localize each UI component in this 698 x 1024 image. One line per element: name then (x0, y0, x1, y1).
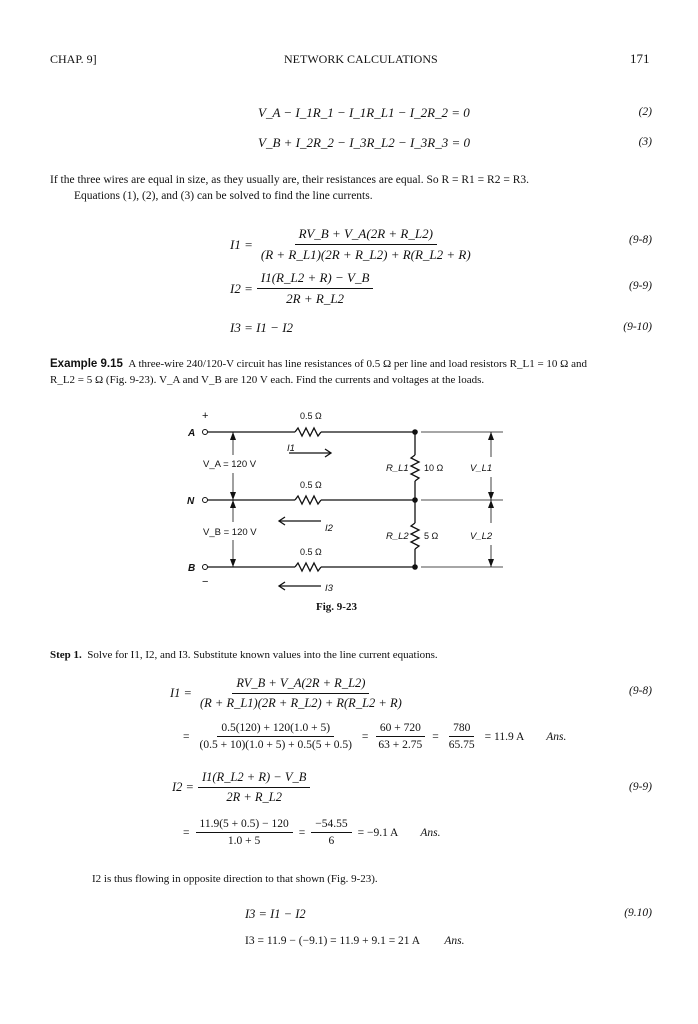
solution-i2-number: (9-9) (629, 781, 652, 793)
figure-caption: Fig. 9-23 (316, 601, 357, 613)
general-i3-number: (9-10) (623, 321, 652, 333)
step-1-text: Solve for I1, I2, and I3. Substitute known values into the line current equations. (87, 649, 438, 661)
i3-calc: I3 = 11.9 − (−9.1) = 11.9 + 9.1 = 21 A (245, 935, 420, 947)
i1-sub-denominator: (0.5 + 10)(1.0 + 5) + 0.5(5 + 0.5) (199, 739, 352, 751)
load-resistor-rl1 (411, 455, 419, 481)
vl1-arrow-up (488, 432, 494, 440)
line-resistor-1 (295, 428, 321, 436)
general-i2-numerator: I1(R_L2 + R) − V_B (257, 270, 374, 289)
solution-i3-calculation (245, 935, 464, 947)
junction-top (412, 429, 418, 435)
running-title: NETWORK CALCULATIONS (284, 52, 438, 66)
vl2-arrow-down (488, 559, 494, 567)
paragraph-line-1: If the three wires are equal in size, as they usually are, their resistances are equal. So R = R1 = R2 = R3. (50, 174, 529, 186)
rl1-label: R_L1 (386, 463, 409, 474)
rl1-value: 10 Ω (424, 463, 444, 473)
i2-ans: Ans. (420, 826, 441, 839)
i1-result: = 11.9 A (484, 730, 525, 743)
va-arrow-down (230, 492, 236, 500)
i2-sub-denominator: 1.0 + 5 (227, 835, 261, 847)
general-i1-denominator: (R + R_L1)(2R + R_L2) + R(R_L2 + R) (260, 247, 471, 262)
circuit-diagram (185, 405, 515, 600)
example-line-1: A three-wire 240/120-V circuit has line resistances of 0.5 Ω per line and load resistors R_L1 = 10 Ω and (128, 358, 587, 370)
junction-bottom (412, 564, 418, 570)
solution-i1-numerator: RV_B + V_A(2R + R_L2) (232, 676, 369, 694)
terminal-n (203, 498, 208, 503)
i1-step2-numerator: 60 + 720 (376, 722, 425, 737)
node-a-label: A (188, 428, 196, 439)
equation-2: V_A − I_1R_1 − I_1R_L1 − I_2R_2 = 0 (258, 105, 470, 120)
node-b-label: B (188, 563, 196, 574)
i3-ans: Ans. (444, 935, 465, 947)
solution-i3-equation: I3 = I1 − I2 (245, 907, 306, 921)
example-label: Example 9.15 (50, 358, 123, 370)
vb-arrow-down (230, 559, 236, 567)
solution-i1-denominator: (R + R_L1)(2R + R_L2) + R(R_L2 + R) (199, 696, 402, 710)
step-1-label: Step 1. (50, 649, 82, 661)
i3-label: I3 (325, 583, 333, 594)
solution-i2-denominator: 2R + R_L2 (226, 790, 282, 804)
vl2-label: V_L2 (470, 531, 493, 542)
equation-3: V_B + I_2R_2 − I_3R_L2 − I_3R_3 = 0 (258, 135, 471, 150)
equation-3-number: (3) (638, 136, 652, 148)
general-i2-denominator: 2R + R_L2 (286, 291, 345, 306)
load-resistor-rl2 (411, 523, 419, 549)
solution-i3-number: (9.10) (624, 907, 652, 919)
paragraph-line-2: Equations (1), (2), and (3) can be solved to find the line currents. (74, 190, 373, 202)
i1-step3-numerator: 780 (449, 722, 474, 737)
solution-i2-lhs: I2 = (172, 780, 194, 794)
i1-ans: Ans. (546, 730, 567, 743)
rl2-value: 5 Ω (424, 531, 439, 541)
i2-result: = −9.1 A (357, 826, 399, 839)
vb-label: V_B = 120 V (203, 527, 257, 538)
page-number: 171 (630, 51, 650, 66)
general-i2-equation (230, 270, 373, 307)
general-i1-number: (9-8) (629, 234, 652, 246)
solution-i1-substitution: = $\frac{0.5(120) + 120(1.0 + 5)}{(0.5 + 10)(1.0 + 5) + 0.5(5 + 0.5)}$ = $\frac{60 + 720}{63 + 2.75}$ = $\frac{780}{65.75}$ = 11.9 A Ans. (183, 722, 567, 751)
general-i1-lhs: I1 = (230, 236, 253, 252)
example-line-2: R_L2 = 5 Ω (Fig. 9-23). V_A and V_B are 120 V each. Find the currents and voltages at the loads. (50, 374, 485, 386)
solution-i1-equation (170, 676, 406, 711)
terminal-a (203, 430, 208, 435)
solution-i2-numerator: I1(R_L2 + R) − V_B (198, 770, 310, 788)
plus-sign: + (202, 410, 209, 422)
i2-step2-denominator: 6 (328, 835, 335, 847)
line-resistor-3 (295, 563, 321, 571)
solution-i2-substitution: = $\frac{11.9(5 + 0.5) - 120}{1.0 + 5}$ = $\frac{-54.55}{6}$ = −9.1 A Ans. (183, 818, 441, 847)
general-i1-equation (230, 226, 475, 263)
example-block (50, 356, 650, 388)
general-i1-numerator: RV_B + V_A(2R + R_L2) (295, 226, 437, 245)
i2-step2-numerator: −54.55 (311, 818, 351, 833)
solution-i1-lhs: I1 = (170, 686, 192, 700)
vl2-arrow-up (488, 500, 494, 508)
line-r2-label: 0.5 Ω (300, 480, 322, 490)
rl2-label: R_L2 (386, 531, 409, 542)
i2-sub-numerator: 11.9(5 + 0.5) − 120 (196, 818, 293, 833)
vl1-label: V_L1 (470, 463, 493, 474)
va-arrow-up (230, 432, 236, 440)
general-i2-number: (9-9) (629, 280, 652, 292)
chapter-label: CHAP. 9] (50, 52, 97, 66)
line-resistor-2 (295, 496, 321, 504)
terminal-b (203, 565, 208, 570)
i1-step2-denominator: 63 + 2.75 (378, 739, 423, 751)
minus-sign: − (202, 576, 209, 588)
solution-i2-equation (172, 770, 310, 805)
vb-arrow-up (230, 500, 236, 508)
va-label: V_A = 120 V (203, 459, 257, 470)
line-r3-label: 0.5 Ω (300, 547, 322, 557)
i1-step3-denominator: 65.75 (448, 739, 475, 751)
node-n-label: N (187, 496, 195, 507)
step-1 (50, 649, 438, 661)
direction-note: I2 is thus flowing in opposite direction to that shown (Fig. 9-23). (92, 873, 378, 885)
i1-label: I1 (287, 443, 295, 454)
equation-2-number: (2) (638, 106, 652, 118)
body-paragraph (50, 172, 650, 204)
i2-label: I2 (325, 523, 333, 534)
i1-sub-numerator: 0.5(120) + 120(1.0 + 5) (217, 722, 334, 737)
line-r1-label: 0.5 Ω (300, 411, 322, 421)
general-i3-equation: I3 = I1 − I2 (230, 320, 294, 335)
general-i2-lhs: I2 = (230, 280, 253, 296)
junction-mid (412, 497, 418, 503)
vl1-arrow-down (488, 492, 494, 500)
solution-i1-number: (9-8) (629, 685, 652, 697)
